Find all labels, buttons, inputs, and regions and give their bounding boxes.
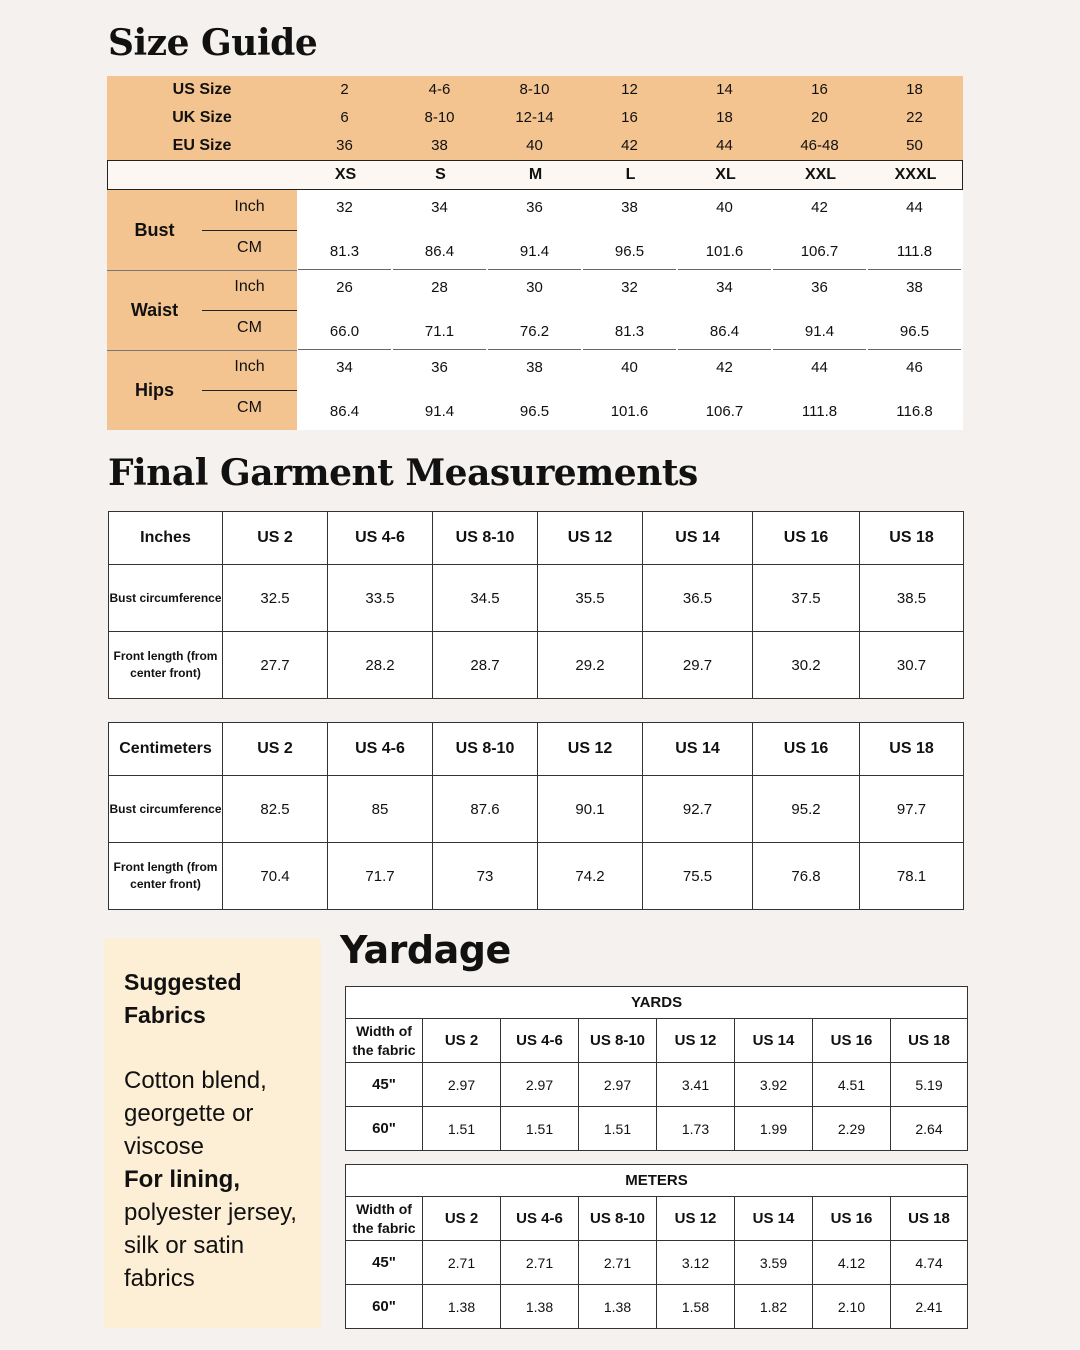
value-cell: 3.12 (657, 1241, 735, 1285)
value-cell: 38 (621, 199, 638, 216)
value-cell: 1.51 (579, 1107, 657, 1151)
garment-centimeters-table (108, 722, 964, 910)
value-cell: 2.71 (501, 1241, 579, 1285)
unit-inch: Inch (234, 358, 265, 375)
size-header: US 2 (423, 1019, 501, 1063)
value-cell: 86.4 (329, 403, 360, 420)
header-row (346, 1019, 968, 1063)
value-cell: 97.7 (860, 776, 964, 843)
letter-size: L (625, 166, 636, 183)
value-cell: 33.5 (328, 565, 433, 632)
size-header: US 8-10 (433, 723, 538, 776)
unit-header: METERS (346, 1165, 968, 1197)
value-cell: 91.4 (519, 243, 550, 260)
value-cell: 38.5 (860, 565, 964, 632)
size-cell: 16 (621, 109, 638, 126)
value-cell: 30.7 (860, 632, 964, 699)
value-cell: 34 (431, 199, 448, 216)
value-cell: 32.5 (223, 565, 328, 632)
value-cell: 1.73 (657, 1107, 735, 1151)
header-row (109, 512, 964, 565)
unit-header: Centimeters (109, 723, 223, 776)
value-cell: 116.8 (896, 403, 933, 420)
row-label: Front length (from center front) (109, 843, 223, 910)
value-cell: 1.38 (501, 1285, 579, 1329)
table-row (346, 1063, 968, 1107)
values-waist-cm (297, 310, 963, 350)
row-label: 45" (346, 1241, 423, 1285)
size-cell: 40 (526, 137, 543, 154)
value-cell: 96.5 (899, 323, 930, 340)
size-header: US 12 (538, 512, 643, 565)
value-cell: 3.41 (657, 1063, 735, 1107)
size-conversion-header (107, 76, 963, 160)
value-cell: 71.1 (424, 323, 455, 340)
unit-row (346, 1165, 968, 1197)
size-header: US 2 (223, 512, 328, 565)
letter-size: XXXL (894, 166, 937, 183)
value-cell: 37.5 (753, 565, 860, 632)
size-header: US 18 (891, 1019, 968, 1063)
size-cell: 42 (621, 137, 638, 154)
table-row (346, 1107, 968, 1151)
value-cell: 1.38 (579, 1285, 657, 1329)
unit-cm: CM (237, 239, 262, 256)
value-cell: 111.8 (801, 403, 838, 420)
value-cell: 36 (526, 199, 543, 216)
size-header: US 14 (735, 1019, 813, 1063)
value-cell: 91.4 (804, 323, 835, 340)
value-cell: 81.3 (329, 243, 360, 260)
row-label: 45" (346, 1063, 423, 1107)
size-cell: 16 (811, 81, 828, 98)
size-cell: 12-14 (515, 109, 554, 126)
row-label: Front length (from center front) (109, 632, 223, 699)
value-cell: 1.99 (735, 1107, 813, 1151)
group-bust (107, 190, 297, 270)
value-cell: 4.12 (813, 1241, 891, 1285)
unit-inch: Inch (234, 278, 265, 295)
value-cell: 38 (906, 279, 923, 296)
value-cell: 27.7 (223, 632, 328, 699)
suggested-fabrics-panel (104, 938, 321, 1328)
value-cell: 44 (811, 359, 828, 376)
value-cell: 90.1 (538, 776, 643, 843)
header-row (109, 723, 964, 776)
letter-size: M (528, 166, 543, 183)
yardage-meters-table (345, 1164, 968, 1329)
yardage-title: Yardage (340, 928, 511, 972)
value-cell: 106.7 (705, 403, 744, 420)
value-cell: 101.6 (610, 403, 649, 420)
value-cell: 106.7 (800, 243, 839, 260)
value-cell: 1.58 (657, 1285, 735, 1329)
value-cell: 30.2 (753, 632, 860, 699)
value-cell: 96.5 (519, 403, 550, 420)
measurement-values (297, 190, 963, 430)
size-header: US 2 (423, 1197, 501, 1241)
value-cell: 71.7 (328, 843, 433, 910)
size-cell: 44 (716, 137, 733, 154)
group-waist (107, 270, 297, 350)
value-cell: 36 (431, 359, 448, 376)
size-row-label: EU Size (172, 137, 232, 154)
value-cell: 2.97 (579, 1063, 657, 1107)
value-cell: 86.4 (424, 243, 455, 260)
width-header: Width of the fabric (346, 1019, 423, 1063)
value-cell: 1.38 (423, 1285, 501, 1329)
unit-cm: CM (237, 319, 262, 336)
size-header: US 14 (643, 723, 753, 776)
value-cell: 2.10 (813, 1285, 891, 1329)
row-label: 60" (346, 1107, 423, 1151)
size-row-uk (107, 104, 963, 132)
letter-size: XXL (804, 166, 837, 183)
size-header: US 14 (643, 512, 753, 565)
size-header: US 18 (860, 723, 964, 776)
size-header: US 16 (753, 723, 860, 776)
value-cell: 92.7 (643, 776, 753, 843)
size-cell: 12 (621, 81, 638, 98)
value-cell: 32 (336, 199, 353, 216)
size-header: US 4-6 (501, 1019, 579, 1063)
size-cell: 14 (716, 81, 733, 98)
unit-header: Inches (109, 512, 223, 565)
size-header: US 8-10 (433, 512, 538, 565)
value-cell: 1.82 (735, 1285, 813, 1329)
value-cell: 28.2 (328, 632, 433, 699)
value-cell: 4.51 (813, 1063, 891, 1107)
value-cell: 5.19 (891, 1063, 968, 1107)
yardage-yards-table (345, 986, 968, 1151)
value-cell: 1.51 (501, 1107, 579, 1151)
group-name: Hips (134, 380, 174, 400)
value-cell: 78.1 (860, 843, 964, 910)
unit-divider (202, 390, 297, 391)
size-row-eu (107, 132, 963, 160)
value-cell: 2.41 (891, 1285, 968, 1329)
value-cell: 81.3 (614, 323, 645, 340)
group-name: Waist (130, 300, 179, 320)
size-cell: 4-6 (428, 81, 451, 98)
size-guide-title: Size Guide (108, 22, 318, 64)
value-cell: 2.64 (891, 1107, 968, 1151)
size-cell: 18 (906, 81, 923, 98)
unit-header: YARDS (346, 987, 968, 1019)
size-header: US 4-6 (328, 512, 433, 565)
value-cell: 2.97 (501, 1063, 579, 1107)
value-cell: 82.5 (223, 776, 328, 843)
size-header: US 16 (813, 1197, 891, 1241)
value-cell: 34 (716, 279, 733, 296)
group-name: Bust (134, 220, 175, 240)
unit-inch: Inch (234, 198, 265, 215)
size-header: US 8-10 (579, 1019, 657, 1063)
value-cell: 28.7 (433, 632, 538, 699)
row-label: 60" (346, 1285, 423, 1329)
value-cell: 101.6 (705, 243, 744, 260)
table-row (346, 1241, 968, 1285)
unit-divider (202, 310, 297, 311)
size-header: US 18 (860, 512, 964, 565)
value-cell: 2.97 (423, 1063, 501, 1107)
size-cell: 8-10 (519, 81, 550, 98)
value-cell: 75.5 (643, 843, 753, 910)
values-hips-cm (297, 390, 963, 430)
table-row (109, 632, 964, 699)
value-cell: 85 (328, 776, 433, 843)
row-label: Bust circumference (109, 565, 223, 632)
size-row-label: UK Size (172, 109, 232, 126)
value-cell: 66.0 (329, 323, 360, 340)
header-row (346, 1197, 968, 1241)
row-label: Bust circumference (109, 776, 223, 843)
value-cell: 91.4 (424, 403, 455, 420)
value-cell: 32 (621, 279, 638, 296)
suggested-fabrics-body (124, 1064, 320, 1295)
suggested-fabrics-title: Suggested Fabrics (124, 969, 242, 1028)
size-header: US 16 (813, 1019, 891, 1063)
value-cell: 87.6 (433, 776, 538, 843)
size-header: US 16 (753, 512, 860, 565)
value-cell: 3.59 (735, 1241, 813, 1285)
size-cell: 46-48 (800, 137, 839, 154)
value-cell: 28 (431, 279, 448, 296)
size-header: US 2 (223, 723, 328, 776)
table-row (109, 565, 964, 632)
value-cell: 44 (906, 199, 923, 216)
value-cell: 96.5 (614, 243, 645, 260)
values-waist-inch (297, 270, 963, 310)
values-bust-inch (297, 190, 963, 230)
value-cell: 76.2 (519, 323, 550, 340)
size-header: US 12 (538, 723, 643, 776)
size-header: US 12 (657, 1019, 735, 1063)
value-cell: 34.5 (433, 565, 538, 632)
values-hips-inch (297, 350, 963, 390)
value-cell: 3.92 (735, 1063, 813, 1107)
size-header: US 18 (891, 1197, 968, 1241)
value-cell: 70.4 (223, 843, 328, 910)
value-cell: 111.8 (896, 243, 933, 260)
table-row (109, 776, 964, 843)
letter-size: XS (334, 166, 357, 183)
size-cell: 2 (340, 81, 349, 98)
size-cell: 6 (340, 109, 349, 126)
size-header: US 14 (735, 1197, 813, 1241)
size-guide-table (107, 76, 963, 430)
value-cell: 74.2 (538, 843, 643, 910)
value-cell: 2.71 (423, 1241, 501, 1285)
value-cell: 30 (526, 279, 543, 296)
value-cell: 29.7 (643, 632, 753, 699)
letter-size-row (107, 160, 963, 190)
value-cell: 36 (811, 279, 828, 296)
value-cell: 2.29 (813, 1107, 891, 1151)
letter-size: XL (715, 166, 736, 183)
size-cell: 36 (336, 137, 353, 154)
table-row (346, 1285, 968, 1329)
value-cell: 40 (621, 359, 638, 376)
value-cell: 38 (526, 359, 543, 376)
value-cell: 86.4 (709, 323, 740, 340)
value-cell: 4.74 (891, 1241, 968, 1285)
size-cell: 50 (906, 137, 923, 154)
value-cell: 42 (811, 199, 828, 216)
size-cell: 20 (811, 109, 828, 126)
value-cell: 73 (433, 843, 538, 910)
size-cell: 8-10 (424, 109, 455, 126)
size-header: US 8-10 (579, 1197, 657, 1241)
value-cell: 40 (716, 199, 733, 216)
value-cell: 76.8 (753, 843, 860, 910)
table-row (109, 843, 964, 910)
garment-title: Final Garment Measurements (108, 452, 698, 494)
unit-row (346, 987, 968, 1019)
size-cell: 22 (906, 109, 923, 126)
lining-fabrics: polyester jersey, silk or satin fabrics (124, 1199, 297, 1292)
value-cell: 29.2 (538, 632, 643, 699)
unit-cm: CM (237, 399, 262, 416)
value-cell: 34 (336, 359, 353, 376)
size-header: US 4-6 (501, 1197, 579, 1241)
value-cell: 36.5 (643, 565, 753, 632)
value-cell: 95.2 (753, 776, 860, 843)
value-cell: 42 (716, 359, 733, 376)
value-cell: 1.51 (423, 1107, 501, 1151)
group-hips (107, 350, 297, 430)
value-cell: 46 (906, 359, 923, 376)
size-header: US 12 (657, 1197, 735, 1241)
unit-divider (202, 230, 297, 231)
size-cell: 38 (431, 137, 448, 154)
width-header: Width of the fabric (346, 1197, 423, 1241)
letter-size: S (435, 166, 446, 183)
main-fabrics: Cotton blend, georgette or viscose (124, 1067, 267, 1160)
size-row-us (107, 76, 963, 104)
measurement-labels (107, 190, 297, 430)
garment-inches-table (108, 511, 964, 699)
value-cell: 35.5 (538, 565, 643, 632)
size-row-label: US Size (172, 81, 232, 98)
size-cell: 18 (716, 109, 733, 126)
value-cell: 2.71 (579, 1241, 657, 1285)
values-bust-cm (297, 230, 963, 270)
lining-label: For lining, (124, 1166, 240, 1193)
value-cell: 26 (336, 279, 353, 296)
size-header: US 4-6 (328, 723, 433, 776)
